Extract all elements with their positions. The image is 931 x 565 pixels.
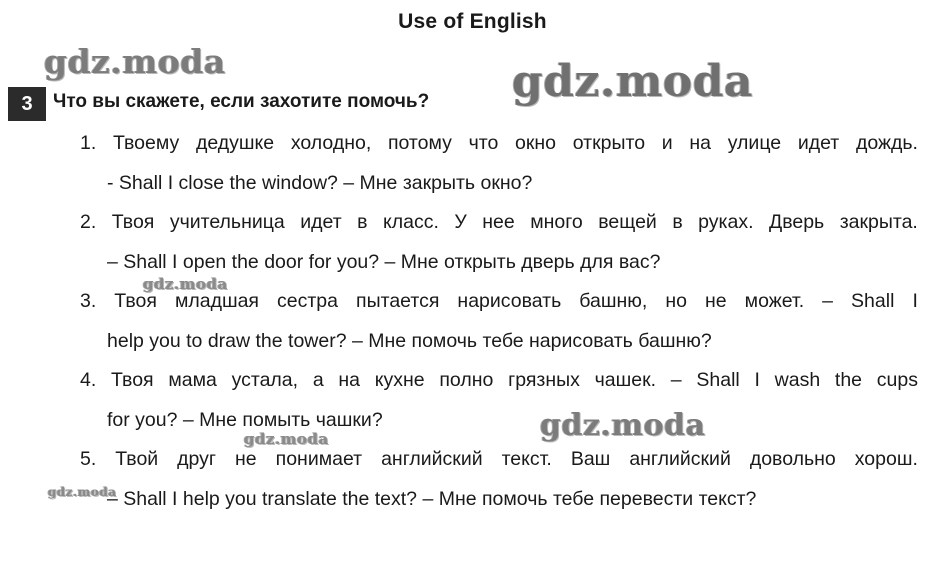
word: нарисовать [457,290,562,312]
word: учительница [169,211,285,233]
word: Твой [115,448,159,470]
word: может. [744,290,805,312]
word: и [661,132,673,154]
word: а [312,369,324,391]
watermark-logo: gdz.moda [540,408,706,443]
word: хорош. [854,448,918,470]
item-3-line-2: help you to draw the tower? – Мне помочь тебе нарисовать башню? [107,330,712,352]
word: но [665,290,687,312]
word: на [689,132,712,154]
word: английский [629,448,731,470]
word: Твоя [111,211,155,233]
word: полно [439,369,494,391]
word: потому [387,132,452,154]
word: пытается [356,290,440,312]
word: cups [876,369,918,391]
watermark-logo: gdz.moda [44,42,226,81]
word: грязных [508,369,580,391]
word: английский [381,448,483,470]
word: довольно [749,448,836,470]
word: холодно, [290,132,372,154]
word: Shall [851,290,895,312]
word: I [754,369,760,391]
word: дедушке [195,132,275,154]
item-5-line-1 [80,447,918,471]
page-title: Use of English [398,10,547,33]
task-question: Что вы скажете, если захотите помочь? [53,91,430,112]
word: Ваш [570,448,611,470]
word: не [235,448,257,470]
word: устала, [231,369,299,391]
item-1-line-1 [80,131,918,155]
word: на [338,369,361,391]
word: – [670,369,682,391]
word: чашек. [594,369,657,391]
word: не [705,290,727,312]
watermark-logo: gdz.moda [512,56,754,107]
word: улице [727,132,782,154]
word: текст. [501,448,552,470]
word: Твоя [111,369,154,391]
word: мама [168,369,217,391]
word: много [530,211,583,233]
word: I [912,290,918,312]
item-2-line-1 [80,210,918,234]
word: – [822,290,834,312]
word: кухне [374,369,425,391]
item-1-line-2: - Shall I close the window? – Мне закрыть окно? [107,172,533,194]
word: что [468,132,499,154]
item-4-line-2: for you? – Мне помыть чашки? [107,409,383,431]
word: друг [177,448,217,470]
watermark-logo: gdz.moda [244,430,329,448]
word: понимает [275,448,363,470]
watermark-logo: gdz.moda [48,485,117,499]
word: 4. [80,369,97,391]
item-2-line-2: – Shall I open the door for you? – Мне открыть дверь для вас? [107,251,661,273]
word: 1. [80,132,97,154]
word: окно [515,132,557,154]
word: У [454,211,467,233]
word: класс. [383,211,439,233]
task-number-badge: 3 [8,87,46,121]
word: 5. [80,448,97,470]
word: руках. [698,211,754,233]
word: Твоему [112,132,180,154]
word: открыто [572,132,646,154]
word: wash [774,369,821,391]
word: идет [797,132,840,154]
watermark-logo: gdz.moda [143,275,228,293]
word: дождь. [855,132,918,154]
word: закрыта. [839,211,918,233]
word: нее [482,211,515,233]
item-5-line-2: – Shall I help you translate the text? – Мне помочь тебе перевести текст? [107,488,757,510]
item-4-line-1 [80,368,918,392]
word: 3. [80,290,97,312]
word: Shall [696,369,740,391]
word: младшая [174,290,259,312]
word: идет [300,211,342,233]
word: вещей [598,211,657,233]
word: в [357,211,368,233]
word: сестра [277,290,338,312]
word: башню, [579,290,648,312]
word: Дверь [769,211,825,233]
word: the [834,369,863,391]
word: в [672,211,683,233]
word: 2. [80,211,97,233]
word: Твоя [114,290,157,312]
